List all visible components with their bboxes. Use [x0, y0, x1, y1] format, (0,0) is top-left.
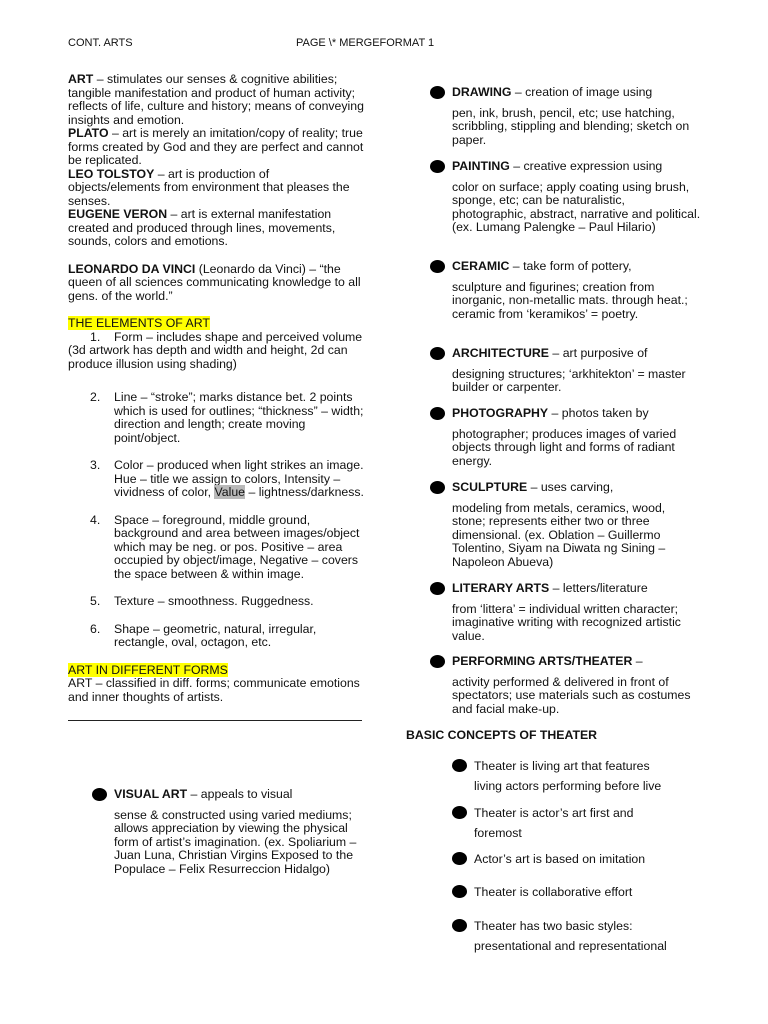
term: LITERARY ARTS	[452, 581, 550, 595]
definition-veron	[68, 208, 364, 249]
item-text: Color – produced when light strikes an image. Hue – title we assign to colors, Intensity – vividness of color,	[114, 458, 364, 499]
definition-plato	[68, 127, 364, 168]
bullet-architecture	[430, 347, 702, 395]
bullet-body: photographer; produces images of varied objects through light and forms of radiant energy.	[452, 426, 677, 468]
highlighted-term: Value	[214, 485, 246, 499]
bullet-label	[430, 347, 702, 361]
bullet-body: pen, ink, brush, pencil, etc; use hatching, scribbling, stippling and blending; sketch on paper.	[452, 105, 690, 147]
bullet-dot	[430, 347, 445, 360]
lead-text: – creation of image using	[511, 85, 653, 99]
bullet-dot	[92, 788, 107, 801]
term: PERFORMING ARTS/THEATER	[452, 654, 633, 668]
bullet-dot	[430, 160, 445, 173]
lead-text: – photos taken by	[548, 406, 649, 420]
term: ARCHITECTURE	[452, 346, 550, 360]
lead-text: – uses carving,	[527, 480, 614, 494]
lead-text: – appeals to visual	[187, 787, 293, 801]
term: SCULPTURE	[452, 480, 528, 494]
bullet-body: from ‘littera’ = individual written character; imaginative writing with recognized artistic value.	[452, 601, 681, 643]
bullet-dot	[452, 806, 467, 819]
item-text: Texture – smoothness. Ruggedness.	[114, 594, 314, 608]
item-number: 5.	[90, 594, 101, 608]
theater-line: Theater has two basic styles:	[474, 919, 633, 933]
lead-text: – take form of pottery,	[509, 259, 632, 273]
list-item	[68, 459, 364, 500]
bullet-photography	[430, 407, 702, 468]
term: CERAMIC	[452, 259, 510, 273]
item-number: 4.	[90, 512, 101, 527]
lead-text: – creative expression using	[509, 159, 663, 173]
bullet-body: sense & constructed using varied mediums; allows appreciation by viewing the physical form of artist’s imagination. (ex. Spoliarium – Juan Luna, Christian Virgins Exposed to the Populace – Felix Resurreccion Hidalgo)	[114, 807, 357, 876]
theater-line: Theater is living art that features	[474, 759, 650, 773]
theater-heading: BASIC CONCEPTS OF THEATER	[406, 728, 598, 742]
item-number: 2.	[90, 390, 101, 404]
term: LEONARDO DA VINCI	[68, 261, 196, 276]
bullet-label	[430, 655, 702, 669]
list-item	[68, 514, 364, 582]
bullet-label	[430, 582, 702, 596]
lead-text: – letters/literature	[549, 581, 648, 595]
bullet-label	[430, 481, 702, 495]
item-number: 3.	[90, 458, 101, 472]
bullet-dot	[430, 260, 445, 273]
bullet-visual-art	[92, 788, 364, 876]
definition-text: – stimulates our senses & cognitive abilities; tangible manifestation and product of human activity; reflects of life, culture and history; means of conveying insights and emotion.	[68, 72, 364, 127]
theater-line: living actors performing before live	[474, 779, 662, 793]
bullet-body: activity performed & delivered in front of spectators; use materials such as costumes and facial make-up.	[452, 674, 691, 716]
header-left: CONT. ARTS	[68, 37, 133, 49]
bullet-dot	[452, 919, 467, 932]
lead-text: – art purposive of	[549, 346, 648, 360]
term: DRAWING	[452, 85, 512, 99]
term: PHOTOGRAPHY	[452, 406, 549, 420]
bullet-dot	[452, 885, 467, 898]
elements-list	[68, 331, 364, 345]
definitions	[68, 73, 364, 249]
term: PAINTING	[452, 159, 510, 173]
theater-item	[452, 916, 712, 956]
forms-heading-line	[68, 664, 364, 678]
bullet-body: color on surface; apply coating using brush, sponge, etc; can be naturalistic, photographic, abstract, narrative and political. (ex. Lumang Palengke – Paul Hilario)	[452, 179, 701, 234]
bullet-body: modeling from metals, ceramics, wood, stone; represents either two or three dimensional. (ex. Oblation – Guillermo Tolentino, Siyam na Diwata ng Sining – Napoleon Abueva)	[452, 500, 666, 569]
item-text: Space – foreground, middle ground, background and area between images/object which may be neg. or pos. Positive – area occupied by object/image, Negative – covers the space between & within image.	[114, 512, 360, 581]
term: PLATO	[68, 126, 109, 140]
forms-heading: ART IN DIFFERENT FORMS	[68, 662, 228, 677]
bullet-dot	[430, 481, 445, 494]
list-item	[68, 623, 364, 650]
list-item	[68, 391, 364, 445]
definition-art	[68, 73, 364, 127]
item-text: Form – includes shape and perceived volume	[114, 329, 363, 344]
bullet-dot	[452, 759, 467, 772]
elements-heading: THE ELEMENTS OF ART	[68, 316, 210, 330]
definition-davinci	[68, 263, 364, 304]
left-column	[68, 73, 364, 704]
item-text: Shape – geometric, natural, irregular, rectangle, oval, octagon, etc.	[114, 621, 317, 649]
forms-intro: ART – classified in diff. forms; communicate emotions and inner thoughts of artists.	[68, 676, 360, 704]
bullet-label	[430, 260, 702, 274]
bullet-label	[430, 86, 702, 100]
header-center: PAGE \* MERGEFORMAT 1	[296, 37, 435, 49]
bullet-dot	[430, 407, 445, 420]
item-number: 1.	[90, 329, 101, 344]
term: VISUAL ART	[114, 787, 188, 801]
theater-line: Actor’s art is based on imitation	[474, 852, 646, 866]
theater-item	[452, 756, 712, 796]
list-item	[68, 595, 364, 609]
theater-line: presentational and representational	[474, 939, 667, 953]
bullet-label	[430, 407, 702, 421]
item-number: 6.	[90, 621, 101, 636]
definition-text: – art is external manifestation created and produced through lines, movements, sounds, colors and emotions.	[68, 207, 336, 248]
item-text: Line – “stroke”; marks distance bet. 2 points which is used for outlines; “thickness” – width; direction and length; create moving point/object.	[114, 390, 364, 445]
term: ART	[68, 72, 94, 86]
bullet-dot	[430, 86, 445, 99]
bullet-performing-arts	[430, 655, 702, 716]
term: LEO TOLSTOY	[68, 166, 155, 181]
bullet-sculpture	[430, 481, 702, 569]
bullet-body: designing structures; ‘arkhitekton’ = master builder or carpenter.	[452, 366, 686, 394]
bullet-drawing	[430, 86, 702, 147]
bullet-ceramic	[430, 260, 702, 321]
bullet-label	[430, 160, 702, 174]
bullet-dot	[430, 655, 445, 668]
theater-item	[452, 803, 712, 843]
lead-text: –	[632, 654, 643, 668]
elements-list-continued	[68, 391, 364, 650]
theater-line: Theater is collaborative effort	[474, 885, 633, 899]
list-item	[68, 331, 364, 345]
bullet-dot	[430, 582, 445, 595]
bullet-literary-arts	[430, 582, 702, 643]
definition-text: (Leonardo da Vinci) – “the queen of all sciences communicating knowledge to all gens. of the world.”	[68, 261, 361, 303]
bullet-dot	[452, 852, 467, 865]
definition-text: – art is merely an imitation/copy of reality; true forms created by God and they are perfect and cannot be replicated.	[68, 126, 364, 167]
theater-line: foremost	[474, 826, 522, 840]
form-note: (3d artwork has depth and width and height, 2d can produce illusion using shading)	[68, 343, 348, 371]
definition-tolstoy	[68, 168, 364, 209]
theater-item	[452, 882, 712, 902]
bullet-body: sculpture and figurines; creation from inorganic, non-metallic mats. through heat.; ceramic from ‘keramikos’ = poetry.	[452, 279, 688, 321]
term: EUGENE VERON	[68, 207, 168, 221]
theater-item	[452, 849, 712, 869]
bullet-label	[92, 788, 364, 802]
theater-line: Theater is actor’s art first and	[474, 806, 634, 820]
elements-heading-line	[68, 317, 364, 331]
definition-text: – art is production of objects/elements from environment that pleases the senses.	[68, 166, 350, 208]
bullet-painting	[430, 160, 702, 235]
item-text: – lightness/darkness.	[245, 485, 364, 499]
section-divider	[68, 720, 362, 721]
